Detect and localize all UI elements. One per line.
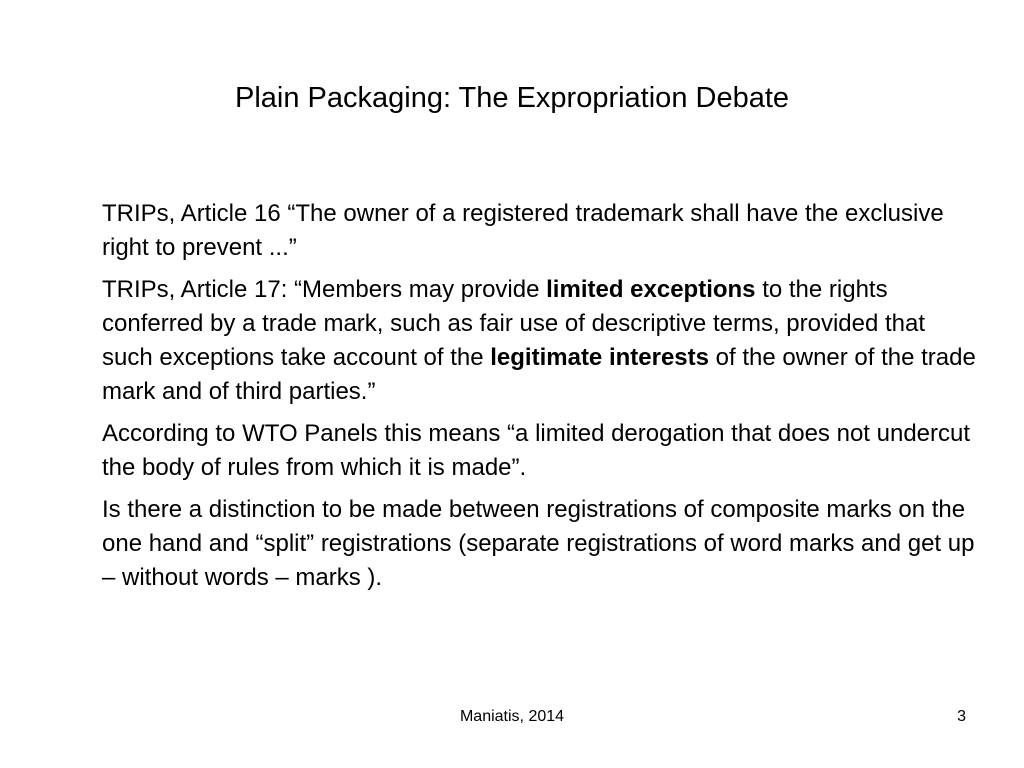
article-17-bold-legitimate-interests: legitimate interests (490, 344, 709, 371)
paragraph-trips-article-16: TRIPs, Article 16 “The owner of a registered trademark shall have the exclusive right to prevent ...” (102, 200, 944, 261)
paragraph-wto-panels: According to WTO Panels this means “a limited derogation that does not undercut the body of rules from which it is made”. (102, 420, 971, 481)
article-17-text-part-2: to the rights conferred by a trade mark, such as fair use of descriptive terms, provided that such exceptions take account of the (102, 276, 926, 371)
footer-author-year: Maniatis, 2014 (459, 708, 565, 725)
slide-title: Plain Packaging: The Expropriation Debate (234, 82, 790, 114)
slide-body (102, 197, 982, 603)
article-17-text-part-3: of the owner of the trade mark and of third parties.” (102, 344, 976, 405)
paragraph-composite-marks-question: Is there a distinction to be made between registrations of composite marks on the one hand and “split” registrations (separate registrations of word marks and get up – without words – marks ). (102, 496, 975, 591)
article-17-text-part-1: TRIPs, Article 17: “Members may provide (102, 276, 547, 303)
footer-page-number: 3 (957, 708, 966, 725)
paragraph-trips-article-17 (102, 273, 982, 409)
article-17-bold-limited-exceptions: limited exceptions (546, 276, 756, 303)
